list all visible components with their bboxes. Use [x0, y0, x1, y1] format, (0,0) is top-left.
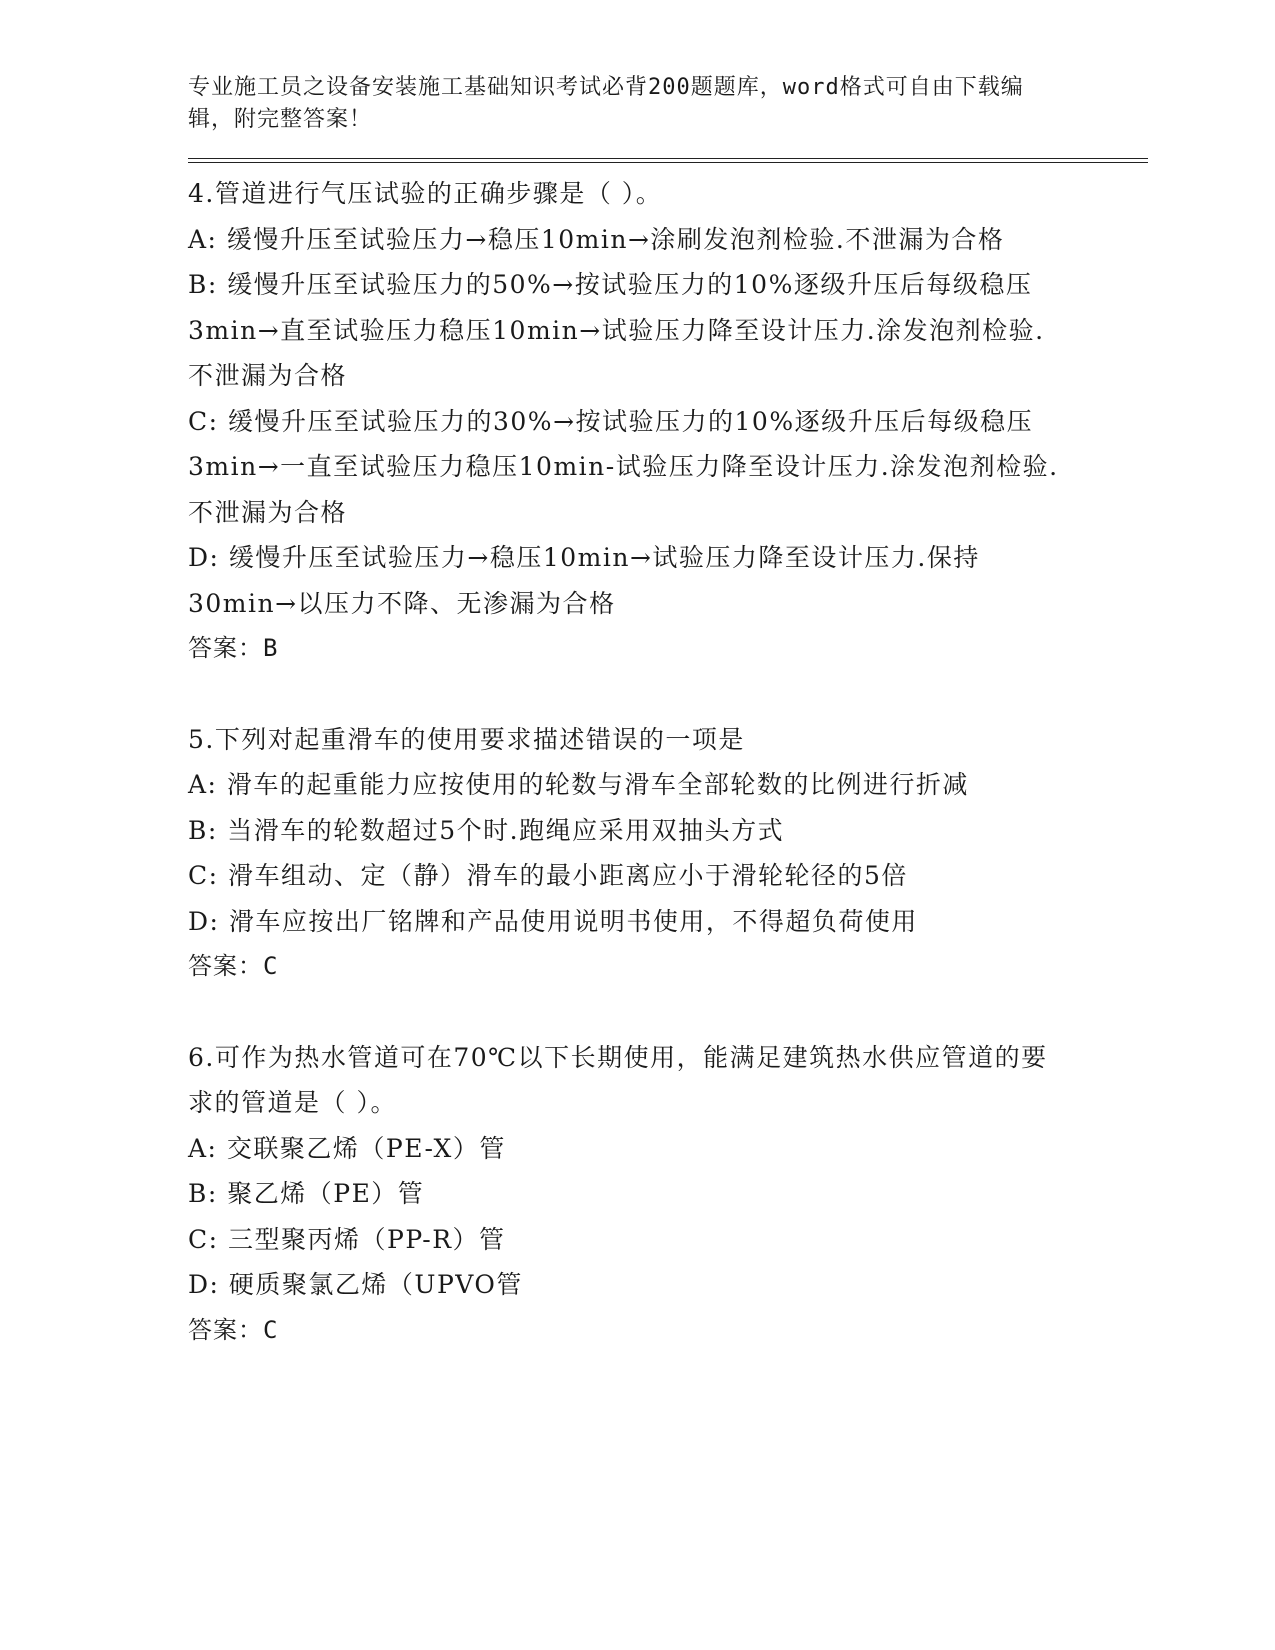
option-a: A: 缓慢升压至试验压力→稳压10min→涂刷发泡剂检验.不泄漏为合格: [188, 224, 1005, 254]
option-c: C: 三型聚丙烯（PP-R）管: [188, 1224, 506, 1254]
question-stem: 6.可作为热水管道可在70℃以下长期使用，能满足建筑热水供应管道的要求的管道是（ ）。: [188, 1042, 1048, 1117]
option-a: A: 交联聚乙烯（PE-X）管: [188, 1133, 506, 1163]
header-double-rule: [188, 158, 1148, 163]
option-d: D: 硬质聚氯乙烯（UPVO管: [188, 1270, 523, 1299]
answer-text: 答案：B: [188, 634, 279, 662]
document-page: [188, 0, 1148, 1398]
question-6: [188, 1035, 1068, 1354]
question-stem: 4.管道进行气压试验的正确步骤是（ ）。: [188, 179, 663, 208]
document-header: 专业施工员之设备安装施工基础知识考试必背200题题库，word格式可自由下载编辑，附完整答案！: [188, 75, 1024, 132]
option-d: D: 缓慢升压至试验压力→稳压10min→试验压力降至设计压力.保持30min→以压力不降、无渗漏为合格: [188, 543, 980, 618]
option-d: D: 滑车应按出厂铭牌和产品使用说明书使用，不得超负荷使用: [188, 906, 918, 936]
option-b: B: 聚乙烯（PE）管: [188, 1179, 425, 1208]
question-list: [188, 171, 1068, 1353]
question-4: [188, 171, 1068, 672]
option-a: A: 滑车的起重能力应按使用的轮数与滑车全部轮数的比例进行折减: [188, 770, 969, 799]
answer-text: 答案：C: [188, 952, 279, 980]
option-b: B: 当滑车的轮数超过5个时.跑绳应采用双抽头方式: [188, 815, 785, 845]
question-5: [188, 717, 1068, 990]
question-stem: 5.下列对起重滑车的使用要求描述错误的一项是: [188, 724, 745, 754]
option-c: C: 缓慢升压至试验压力的30%→按试验压力的10%逐级升压后每级稳压3min→一直至试验压力稳压10min-试验压力降至设计压力.涂发泡剂检验.不泄漏为合格: [188, 406, 1059, 527]
option-b: B: 缓慢升压至试验压力的50%→按试验压力的10%逐级升压后每级稳压3min→直至试验压力稳压10min→试验压力降至设计压力.涂发泡剂检验.不泄漏为合格: [188, 270, 1045, 390]
answer-text: 答案：C: [188, 1315, 279, 1344]
option-c: C: 滑车组动、定（静）滑车的最小距离应小于滑轮轮径的5倍: [188, 861, 908, 890]
